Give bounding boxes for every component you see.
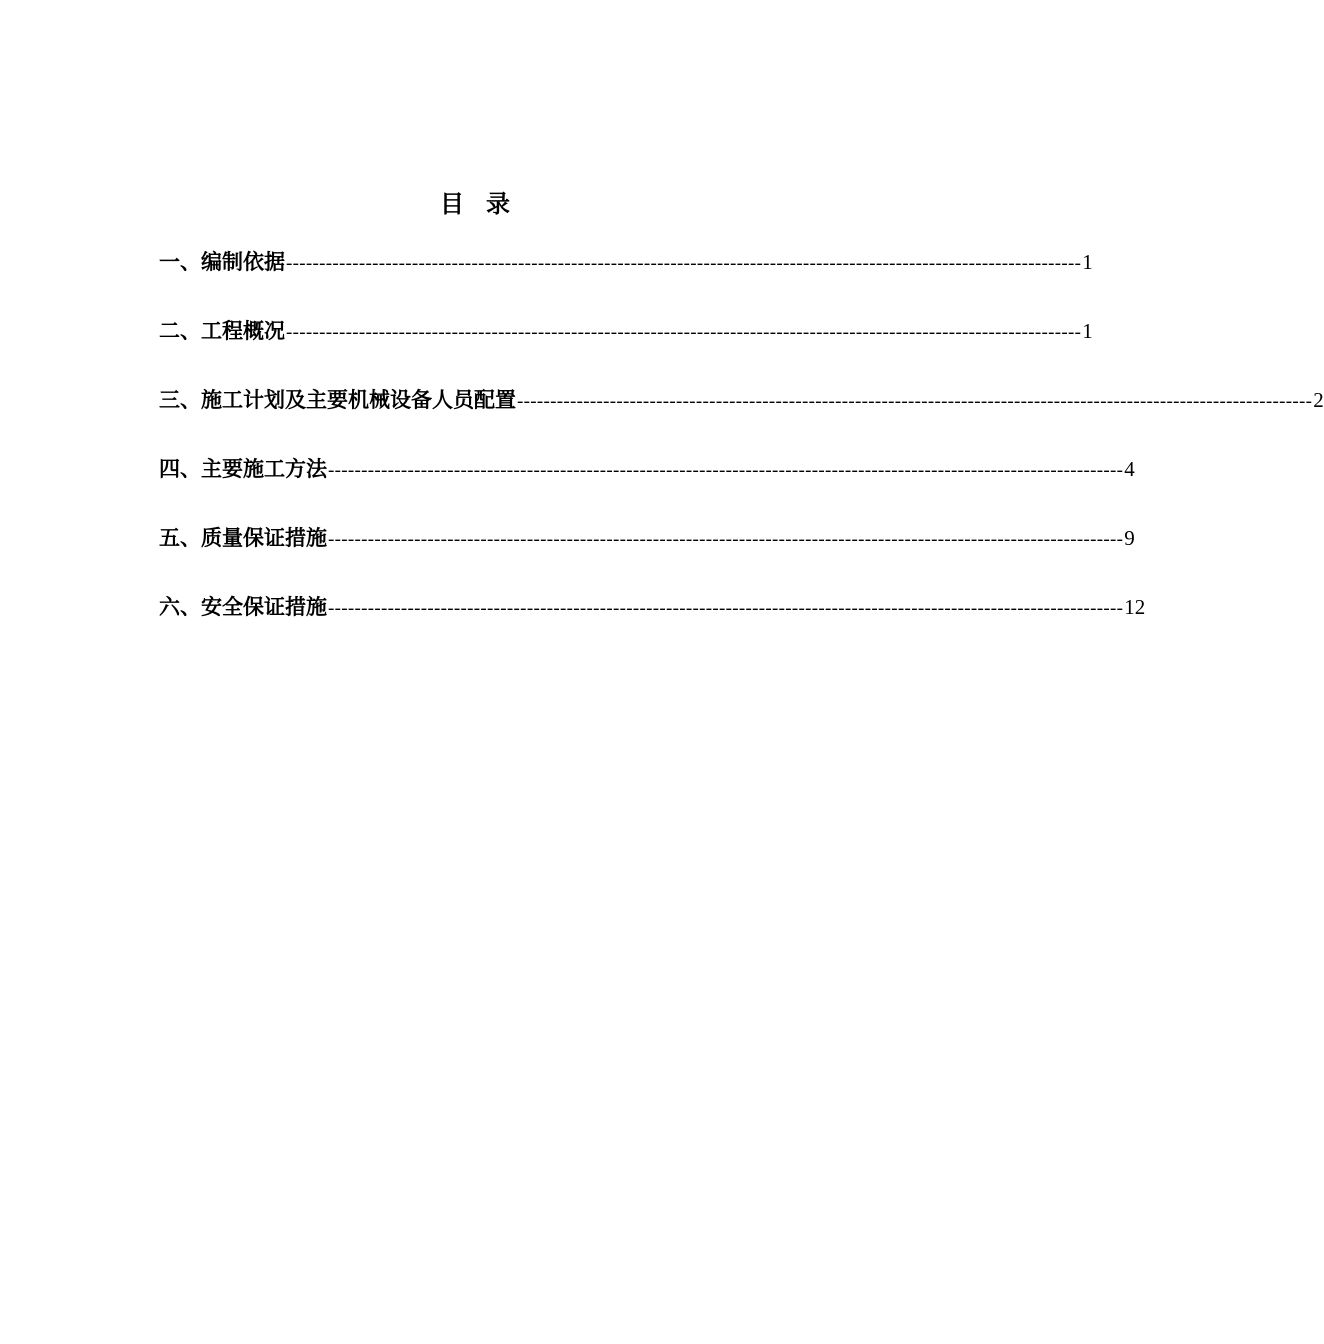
toc-entry-page: 4 (1124, 457, 1135, 481)
toc-entry-number: 三、 (159, 388, 201, 412)
toc-entry-number: 六、 (159, 595, 201, 619)
toc-entry-page: 1 (1082, 319, 1093, 343)
toc-entry-2[interactable] (159, 313, 1093, 382)
toc-entry-page: 2 (1313, 388, 1324, 412)
toc-entry-number: 四、 (159, 457, 201, 481)
toc-entry-6[interactable] (159, 589, 1146, 658)
dot-leader: ------------------------------------------------------------------------------------------------------------------------ (328, 598, 1124, 619)
toc-entry-1[interactable] (159, 244, 1093, 313)
toc-entry-number: 五、 (159, 526, 201, 550)
toc-title: 目录 (440, 190, 532, 218)
toc-entry-label: 安全保证措施 (201, 595, 327, 619)
toc-entry-label: 质量保证措施 (201, 526, 327, 550)
toc-entry-5[interactable] (159, 520, 1135, 589)
toc-entry-number: 二、 (159, 319, 201, 343)
toc-entry-number: 一、 (159, 250, 201, 274)
dot-leader: ------------------------------------------------------------------------------------------------------------------------ (286, 322, 1082, 343)
toc-entry-page: 12 (1124, 595, 1146, 619)
dot-leader: ------------------------------------------------------------------------------------------------------------------------ (328, 529, 1124, 550)
dot-leader: ------------------------------------------------------------------------------------------------------------------------ (286, 253, 1082, 274)
table-of-contents (159, 244, 1324, 658)
toc-entry-page: 1 (1082, 250, 1093, 274)
toc-entry-label: 施工计划及主要机械设备人员配置 (201, 388, 516, 412)
dot-leader: ------------------------------------------------------------------------------------------------------------------------ (517, 391, 1313, 412)
toc-entry-4[interactable] (159, 451, 1135, 520)
toc-entry-3[interactable] (159, 382, 1324, 451)
toc-entry-label: 主要施工方法 (201, 457, 327, 481)
toc-entry-label: 工程概况 (201, 319, 285, 343)
dot-leader: ------------------------------------------------------------------------------------------------------------------------ (328, 460, 1124, 481)
toc-entry-label: 编制依据 (201, 250, 285, 274)
toc-entry-page: 9 (1124, 526, 1135, 550)
